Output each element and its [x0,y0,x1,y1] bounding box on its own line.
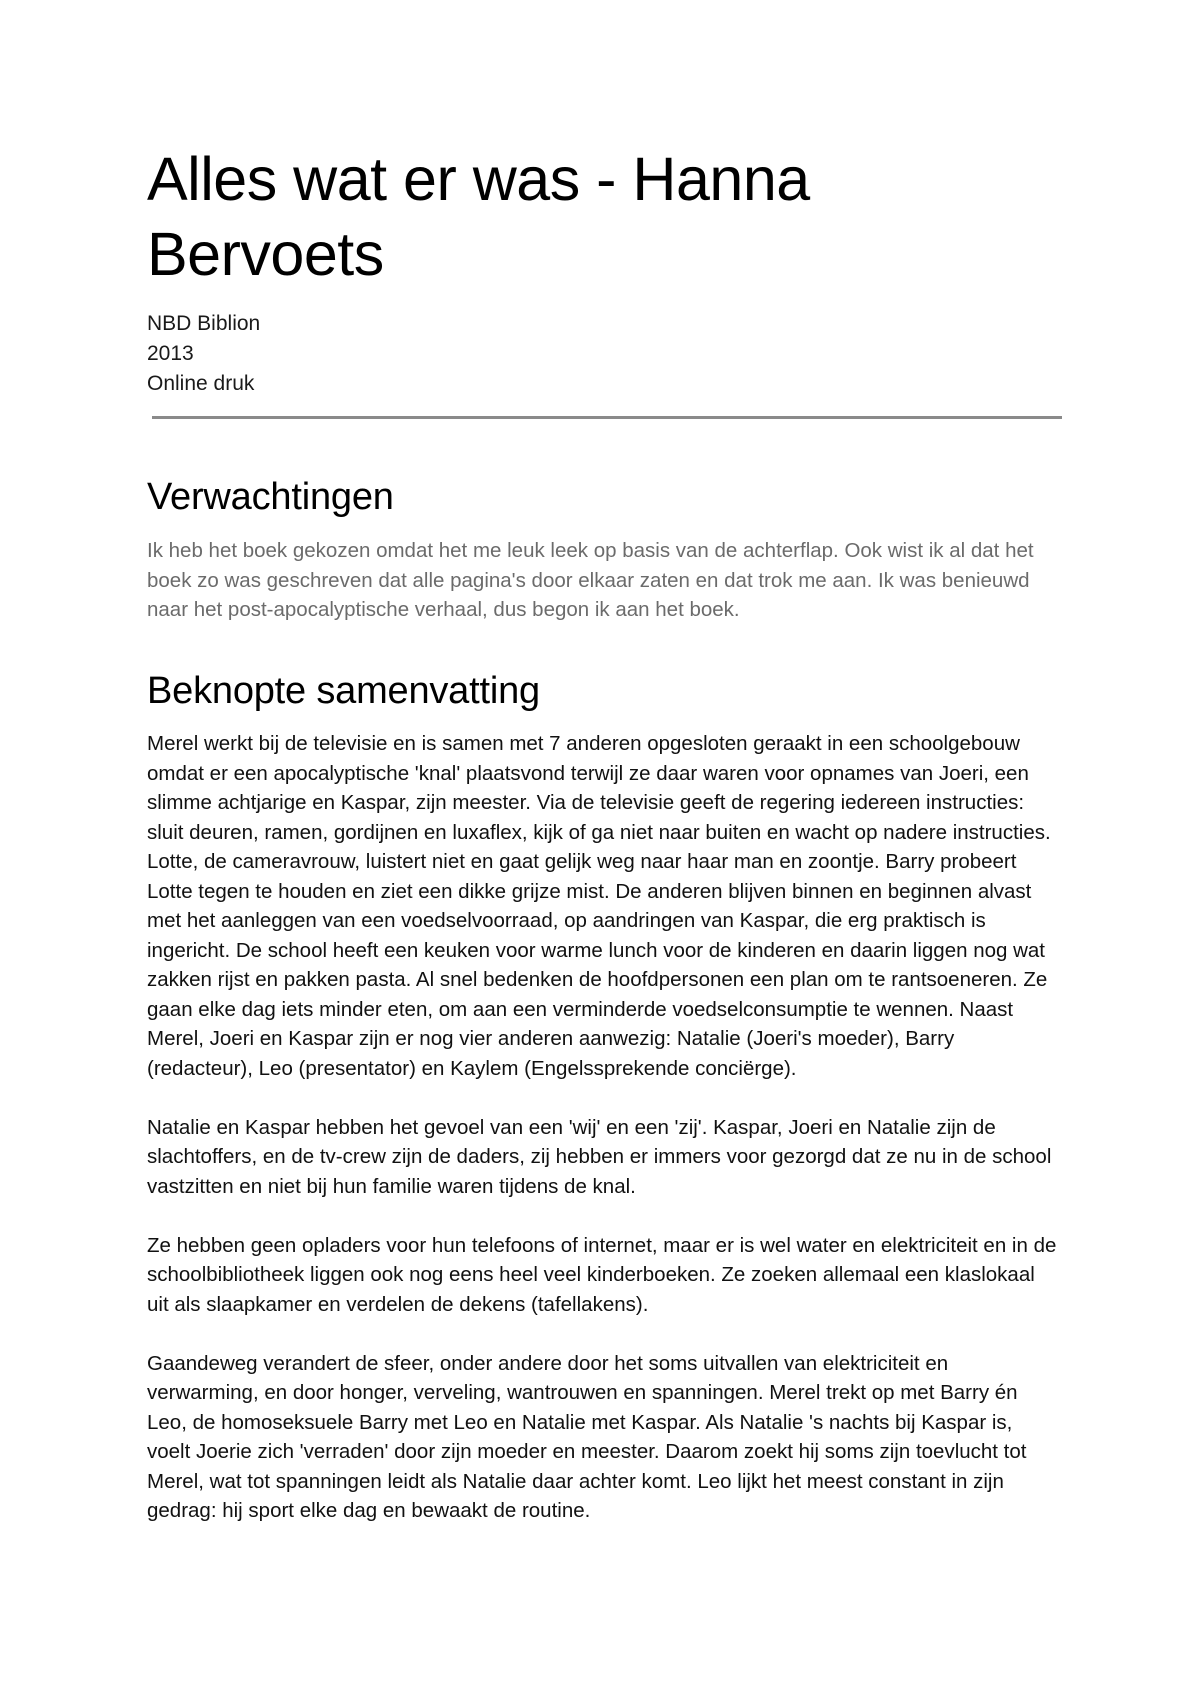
heading-expectations: Verwachtingen [147,476,394,518]
summary-paragraph: Ze hebben geen opladers voor hun telefoons of internet, maar er is wel water en elektriciteit en in de schoolbibliotheek liggen ook nog eens heel veel kinderboeken. Ze zoeken allemaal een klaslokaal uit als slaapkamer en verdelen de dekens (tafellakens). [147,1233,1057,1316]
meta-publisher: NBD Biblion [147,312,261,335]
summary-paragraph: Natalie en Kaspar hebben het gevoel van een 'wij' en een 'zij'. Kaspar, Joeri en Natalie zijn de slachtoffers, en de tv-crew zijn de daders, zij hebben er immers voor gezorgd dat ze nu in de school vastzitten en niet bij hun familie waren tijdens de knal. [147,1115,1052,1198]
meta-year: 2013 [147,342,194,365]
heading-summary: Beknopte samenvatting [147,670,540,712]
summary-paragraph: Gaandeweg verandert de sfeer, onder andere door het soms uitvallen van elektriciteit en verwarming, en door honger, verveling, wantrouwen en spanningen. Merel trekt op met Barry én Leo, de homoseksuele Barry met Leo en Natalie met Kaspar. Als Natalie 's nachts bij Kaspar is, voelt Joerie zich 'verraden' door zijn moeder en meester. Daarom zoekt hij soms zijn toevlucht tot Merel, wat tot spanningen leidt als Natalie daar achter komt. Leo lijkt het meest constant in zijn gedrag: hij sport elke dag en bewaakt de routine. [147,1351,1027,1522]
document-title: Alles wat er was - Hanna Bervoets [147,145,810,288]
summary-paragraph: Merel werkt bij de televisie en is samen met 7 anderen opgesloten geraakt in een schoolgebouw omdat er een apocalyptische 'knal' plaatsvond terwijl ze daar waren voor opnames van Joeri, een slimme achtjarige en Kaspar, zijn meester. Via de televisie geeft de regering iedereen instructies: sluit deuren, ramen, gordijnen en luxaflex, kijk of ga niet naar buiten en wacht op nadere instructies. Lotte, de cameravrouw, luistert niet en gaat gelijk weg naar haar man en zoontje. Barry probeert Lotte tegen te houden en ziet een dikke grijze mist. De anderen blijven binnen en beginnen alvast met het aanleggen van een voedselvoorraad, op aandringen van Kaspar, die erg praktisch is ingericht. De school heeft een keuken voor warme lunch voor de kinderen en daarin liggen nog wat zakken rijst en pakken pasta. Al snel bedenken de hoofdpersonen een plan om te rantsoeneren. Ze gaan elke dag iets minder eten, om aan een verminderde voedselconsumptie te wennen. Naast Merel, Joeri en Kaspar zijn er nog vier anderen aanwezig: Natalie (Joeri's moeder), Barry (redacteur), Leo (presentator) en Kaylem (Engelssprekende conciërge). [147,732,1051,1080]
expectations-text: Ik heb het boek gekozen omdat het me leuk leek op basis van de achterflap. Ook wist ik al dat het boek zo was geschreven dat alle pagina's door elkaar zaten en dat trok me aan. Ik was benieuwd naar het post-apocalyptische verhaal, dus begon ik aan het boek. [147,539,1034,621]
horizontal-divider [152,416,1062,419]
document-meta [147,309,260,399]
meta-edition: Online druk [147,372,255,395]
summary-body [147,729,1061,1555]
